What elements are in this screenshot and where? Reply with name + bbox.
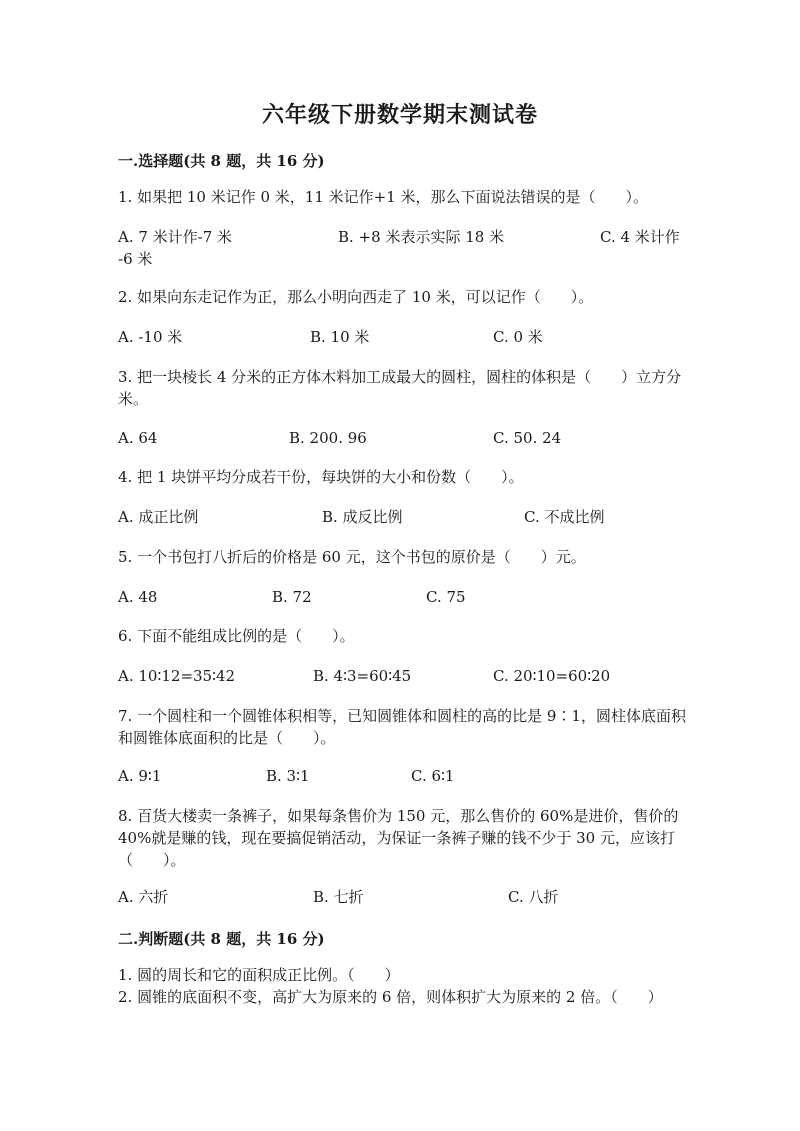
section-heading-choice: 一.选择题(共 8 题，共 16 分) [118,152,325,170]
q5-option-b: B. 72 [272,588,312,606]
q6-option-b: B. 4∶3=60∶45 [313,667,412,685]
q3-option-a: A. 64 [118,429,158,447]
question-5: 5. 一个书包打八折后的价格是 60 元，这个书包的原价是（ ）元。 [118,548,586,566]
question-1: 1. 如果把 10 米记作 0 米，11 米记作+1 米，那么下面说法错误的是（ ）。 [118,188,649,206]
q1-option-b: B. +8 米表示实际 18 米 [338,228,505,246]
q3-option-c: C. 50. 24 [493,429,562,447]
q1-option-c: C. 4 米计作 [600,228,680,246]
question-8: 8. 百货大楼卖一条裤子，如果每条售价为 150 元，那么售价的 60%是进价，售价的 40%就是赚的钱，现在要搞促销活动，为保证一条裤子赚的钱不少于 30 元，应该打（ ）。 [118,807,679,869]
q5-option-a: A. 48 [118,588,158,606]
q4-option-c: C. 不成比例 [524,508,605,526]
q1-option-c-continued: -6 米 [118,250,153,268]
q5-option-c: C. 75 [426,588,466,606]
page-title: 六年级下册数学期末测试卷 [261,102,538,128]
q7-option-a: A. 9∶1 [118,767,162,785]
q2-option-b: B. 10 米 [310,328,370,346]
q8-option-c: C. 八折 [508,888,559,906]
q7-option-b: B. 3∶1 [266,767,310,785]
q8-option-b: B. 七折 [313,888,364,906]
judgment-question-1: 1. 圆的周长和它的面积成正比例。（ ） [118,966,400,984]
q6-option-a: A. 10∶12=35∶42 [118,667,236,685]
question-2: 2. 如果向东走记作为正，那么小明向西走了 10 米，可以记作（ ）。 [118,288,594,306]
question-6: 6. 下面不能组成比例的是（ ）。 [118,627,355,645]
q7-option-c: C. 6∶1 [411,767,455,785]
question-4: 4. 把 1 块饼平均分成若干份，每块饼的大小和份数（ ）。 [118,468,524,486]
q6-option-c: C. 20∶10=60∶20 [493,667,611,685]
q4-option-b: B. 成反比例 [322,508,403,526]
question-3: 3. 把一块棱长 4 分米的正方体木料加工成最大的圆柱，圆柱的体积是（ ）立方分米。 [118,368,682,408]
q1-option-a: A. 7 米计作-7 米 [118,228,233,246]
q4-option-a: A. 成正比例 [118,508,199,526]
q2-option-c: C. 0 米 [493,328,543,346]
q8-option-a: A. 六折 [118,888,169,906]
q2-option-a: A. -10 米 [118,328,183,346]
q3-option-b: B. 200. 96 [289,429,367,447]
judgment-question-2: 2. 圆锥的底面积不变，高扩大为原来的 6 倍，则体积扩大为原来的 2 倍。（ ） [118,988,663,1006]
section-heading-judgment: 二.判断题(共 8 题，共 16 分) [118,930,325,948]
question-7: 7. 一个圆柱和一个圆锥体积相等，已知圆锥体和圆柱的高的比是 9∶1，圆柱体底面积和圆锥体底面积的比是（ ）。 [118,707,686,747]
